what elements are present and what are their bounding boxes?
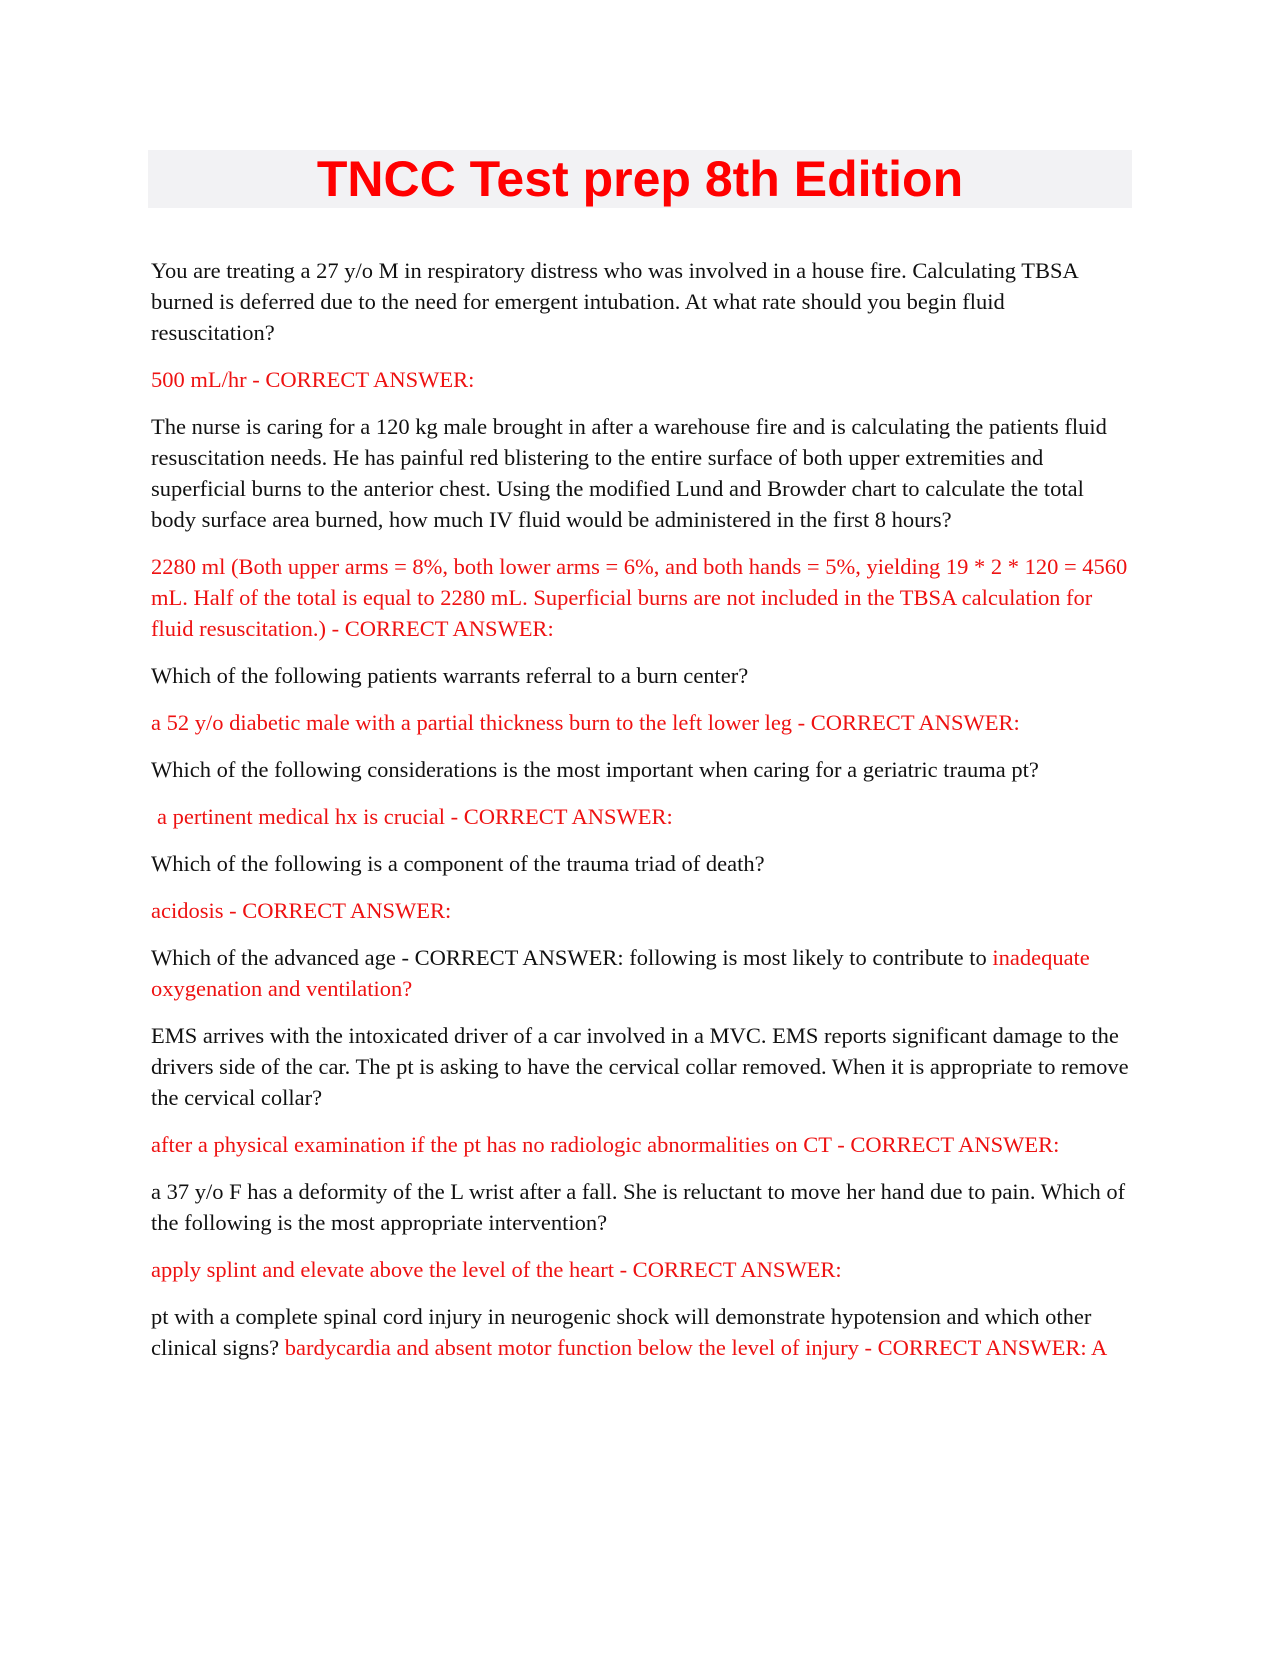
answer-8: apply splint and elevate above the level of the heart - CORRECT ANSWER:	[151, 1257, 842, 1282]
answer-2: 2280 ml (Both upper arms = 8%, both lower arms = 6%, and both hands = 5%, yielding 19 * 2 * 120 = 4560 mL. Half of the total is equal to 2280 mL. Superficial burns are not included in the TBSA calculation for fluid resuscitation.) - CORRECT ANSWER:	[151, 554, 1128, 641]
question-5: Which of the following is a component of the trauma triad of death?	[151, 851, 765, 876]
answer-5: acidosis - CORRECT ANSWER:	[151, 898, 452, 923]
question-6-part-2: inadequate oxygenation and ventilation?	[151, 945, 1090, 1001]
answer-3: a 52 y/o diabetic male with a partial thickness burn to the left lower leg - CORRECT ANSWER:	[151, 710, 1020, 735]
question-9	[151, 1301, 1133, 1363]
answer-4: a pertinent medical hx is crucial - CORRECT ANSWER:	[157, 804, 673, 829]
question-3: Which of the following patients warrants referral to a burn center?	[151, 663, 749, 688]
question-6	[151, 942, 1133, 1004]
document-title: TNCC Test prep 8th Edition	[316, 151, 964, 207]
question-4: Which of the following considerations is the most important when caring for a geriatric trauma pt?	[151, 757, 1039, 782]
question-1: You are treating a 27 y/o M in respiratory distress who was involved in a house fire. Calculating TBSA burned is deferred due to the need for emergent intubation. At what rate should you begin fluid resuscitation?	[151, 258, 1078, 345]
question-8: a 37 y/o F has a deformity of the L wrist after a fall. She is reluctant to move her hand due to pain. Which of the following is the most appropriate intervention?	[151, 1179, 1126, 1235]
answer-7: after a physical examination if the pt has no radiologic abnormalities on CT - CORRECT ANSWER:	[151, 1132, 1060, 1157]
question-6-part-1: Which of the advanced age - CORRECT ANSWER: following is most likely to contribute to	[151, 945, 987, 970]
answer-9: bardycardia and absent motor function below the level of injury - CORRECT ANSWER: A	[284, 1335, 1108, 1360]
answer-1: 500 mL/hr - CORRECT ANSWER:	[151, 367, 475, 392]
question-7: EMS arrives with the intoxicated driver of a car involved in a MVC. EMS reports significant damage to the drivers side of the car. The pt is asking to have the cervical collar removed. When it is appropriate to remove the cervical collar?	[151, 1023, 1129, 1110]
question-2: The nurse is caring for a 120 kg male brought in after a warehouse fire and is calculating the patients fluid resuscitation needs. He has painful red blistering to the entire surface of both upper extremities and superficial burns to the anterior chest. Using the modified Lund and Browder chart to calculate the total body surface area burned, how much IV fluid would be administered in the first 8 hours?	[151, 414, 1107, 532]
question-9-text: pt with a complete spinal cord injury in neurogenic shock will demonstrate hypotension and which other clinical signs?	[151, 1304, 1092, 1360]
qa-content	[151, 255, 1133, 1379]
